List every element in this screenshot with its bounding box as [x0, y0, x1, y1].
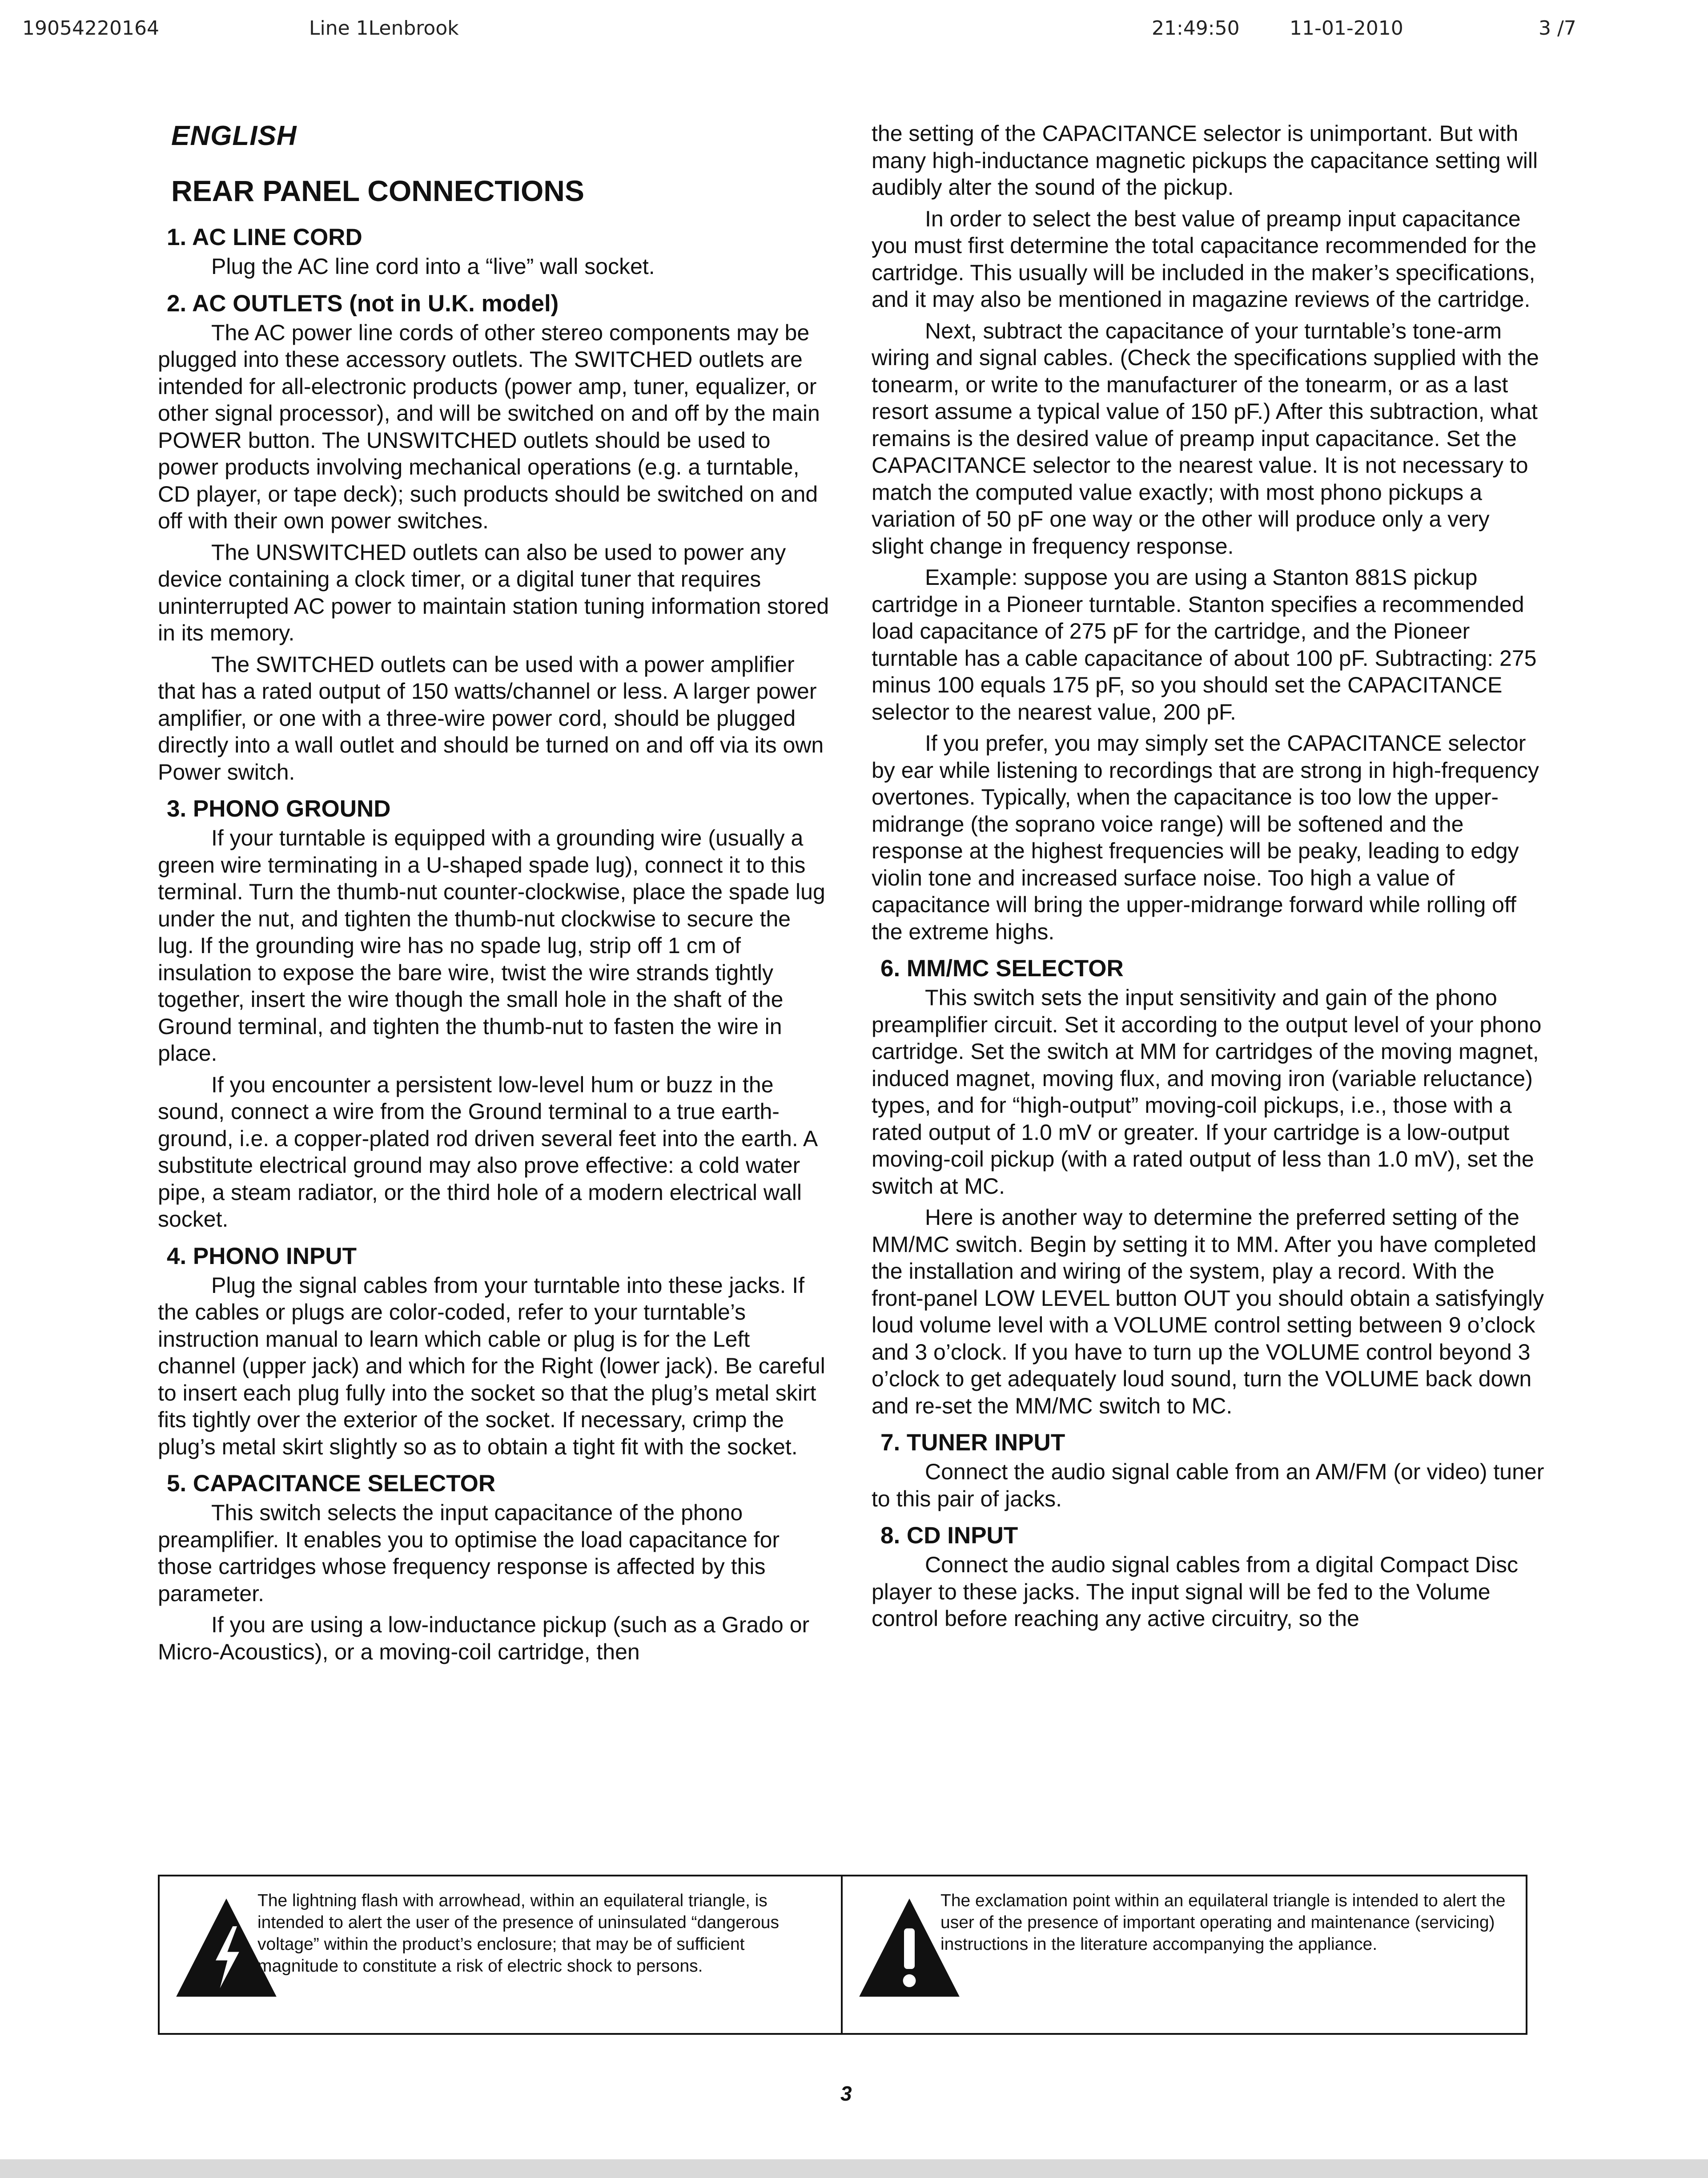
section-paragraph: Plug the AC line cord into a “live” wall socket. — [211, 254, 655, 279]
section-paragraph: the setting of the CAPACITANCE selector is unimportant. But with many high-inductance magnetic pickups the capacitance setting will audibly alter the sound of the pickup. — [872, 121, 1538, 200]
section-paragraph: The UNSWITCHED outlets can also be used to power any device containing a clock timer, or a digital tuner that requires uninterrupted AC power to maintain station tuning information stored in its memory. — [158, 539, 829, 645]
section-heading: 2. AC OUTLETS (not in U.K. model) — [167, 290, 559, 317]
fax-page: 3 /7 — [1539, 17, 1576, 40]
section-paragraph: Plug the signal cables from your turntable into these jacks. If the cables or plugs are color-coded, refer to your turntable’s instruction manual to learn which cable or plug is for the Left channel (upper jack) and which for the Right (lower jack). Be careful to insert each plug fully into the socket so that the plug’s metal skirt fits tightly over the exterior of the socket. If necessary, crimp the plug’s metal skirt slightly so as to obtain a tight fit with the socket. — [158, 1272, 825, 1459]
section-heading: 3. PHONO GROUND — [167, 796, 391, 822]
section-heading: 8. CD INPUT — [880, 1522, 1018, 1549]
fax-line: Line 1Lenbrook — [309, 17, 459, 40]
manual-page — [158, 120, 1545, 1779]
section-heading: 1. AC LINE CORD — [167, 224, 362, 250]
fax-date: 11-01-2010 — [1290, 17, 1403, 40]
right-column — [872, 120, 1545, 1637]
section-paragraph: Connect the audio signal cable from an AM/FM (or video) tuner to this pair of jacks. — [872, 1459, 1544, 1511]
section-heading: 7. TUNER INPUT — [880, 1429, 1065, 1456]
exclamation-warning — [843, 1876, 1526, 2033]
left-sections — [158, 224, 832, 1665]
section-paragraph: If you encounter a persistent low-level hum or buzz in the sound, connect a wire from the Ground terminal to a true earth-ground, i.e. a copper-plated rod driven several feet into the earth. A substitute electrical ground may also prove effective: a cold water pipe, a steam radiator, or the third hole of a modern electrical wall socket. — [158, 1072, 817, 1232]
section-heading: 5. CAPACITANCE SELECTOR — [167, 1470, 496, 1497]
section-paragraph: If you are using a low-inductance pickup (such as a Grado or Micro-Acoustics), or a moving-coil cartridge, then — [158, 1612, 810, 1664]
section-paragraph: Next, subtract the capacitance of your turntable’s tone-arm wiring and signal cables. (Check the specifications supplied with the tonearm, or write to the manufacturer of the tonearm, or as a last resort assume a typical value of 150 pF.) After this subtraction, what remains is the desired value of preamp input capacitance. Set the CAPACITANCE selector to the nearest value. It is not necessary to match the computed value exactly; with most phono pickups a variation of 50 pF one way or the other will produce only a very slight change in frequency response. — [872, 318, 1539, 559]
section-paragraph: Here is another way to determine the preferred setting of the MM/MC switch. Begin by setting it to MM. After you have completed the installation and wiring of the system, play a record. With the front-panel LOW LEVEL button OUT you should obtain a satisfyingly loud volume level with a VOLUME control setting between 9 o’clock and 3 o’clock. If you have to turn up the VOLUME control beyond 3 o’clock to get adequately loud sound, turn the VOLUME back down and re-set the MM/MC switch to MC. — [872, 1205, 1544, 1418]
exclamation-warning-text: The exclamation point within an equilateral triangle is intended to alert the user of the presence of important operating and maintenance (servicing) instructions in the literature accompanying the appliance. — [940, 1891, 1506, 1954]
fax-time: 21:49:50 — [1152, 17, 1240, 40]
fax-header — [0, 17, 1708, 52]
section-paragraph: The SWITCHED outlets can be used with a power amplifier that has a rated output of 150 watts/channel or less. A larger power amplifier, or one with a three-wire power cord, should be plugged directly into a wall outlet and should be turned on and off via its own Power switch. — [158, 652, 824, 785]
lightning-warning-text: The lightning flash with arrowhead, within an equilateral triangle, is intended to alert the user of the presence of uninsulated “dangerous voltage” within the product’s enclosure; that may be of sufficient magnitude to constitute a risk of electric shock to persons. — [257, 1891, 779, 1976]
section-heading: 6. MM/MC SELECTOR — [880, 955, 1124, 982]
language-label: ENGLISH — [171, 121, 297, 151]
section-heading: 4. PHONO INPUT — [167, 1243, 357, 1269]
left-column — [158, 120, 832, 1670]
section-paragraph: If your turntable is equipped with a grounding wire (usually a green wire terminating in a U-shaped spade lug), connect it to this terminal. Turn the thumb-nut counter-clockwise, place the spade lug under the nut, and tighten the thumb-nut clockwise to secure the lug. If the grounding wire has no spade lug, strip off 1 cm of insulation to expose the bare wire, twist the wire strands tightly together, insert the wire though the small hole in the shaft of the Ground terminal, and tighten the thumb-nut to fasten the wire in place. — [158, 825, 825, 1066]
safety-warning-box — [158, 1875, 1527, 2035]
section-paragraph: The AC power line cords of other stereo components may be plugged into these accessory outlets. The SWITCHED outlets are intended for all-electronic products (power amp, tuner, equalizer, or other signal processor), and will be switched on and off by the main POWER button. The UNSWITCHED outlets should be used to power products involving mechanical operations (e.g. a turntable, CD player, or tape deck); such products should be switched on and off with their own power switches. — [158, 320, 820, 533]
scan-bottom-strip — [0, 2159, 1708, 2178]
section-paragraph: This switch selects the input capacitance of the phono preamplifier. It enables you to optimise the load capacitance for those cartridges whose frequency response is affected by this parameter. — [158, 1500, 780, 1606]
section-paragraph: If you prefer, you may simply set the CAPACITANCE selector by ear while listening to recordings that are strong in high-frequency overtones. Typically, when the capacitance is too low the upper-midrange (the soprano voice range) will be softened and the response at the highest frequencies will be peaky, leading to edgy violin tone and increased surface noise. Too high a value of capacitance will bring the upper-midrange forward while rolling off the extreme highs. — [872, 731, 1539, 944]
section-paragraph: Example: suppose you are using a Stanton 881S pickup cartridge in a Pioneer turntable. Stanton specifies a recommended load capacitance of 275 pF for the cartridge, and the Pioneer turntable has a cable capacitance of about 100 pF. Subtracting: 275 minus 100 equals 175 pF, so you should set the CAPACITANCE selector to the nearest value, 200 pF. — [872, 565, 1537, 725]
right-sections — [872, 120, 1545, 1632]
section-paragraph: Connect the audio signal cables from a digital Compact Disc player to these jacks. The input signal will be fed to the Volume control before reaching any active circuitry, so the — [872, 1552, 1519, 1631]
section-paragraph: In order to select the best value of preamp input capacitance you must first determine the total capacitance recommended for the cartridge. This usually will be included in the maker’s specifications, and it may also be mentioned in magazine reviews of the cartridge. — [872, 206, 1537, 312]
section-paragraph: This switch sets the input sensitivity and gain of the phono preamplifier circuit. Set it according to the output level of your phono cartridge. Set the switch at MM for cartridges of the moving magnet, induced magnet, moving flux, and moving iron (variable reluctance) types, and for “high-output” moving-coil pickups, i.e., those with a rated output of 1.0 mV or greater. If your cartridge is a low-output moving-coil pickup (with a rated output of less than 1.0 mV), set the switch at MC. — [872, 985, 1542, 1199]
fax-number: 19054220164 — [22, 17, 159, 40]
page-title: REAR PANEL CONNECTIONS — [171, 174, 584, 207]
page-number: 3 — [840, 2082, 852, 2105]
lightning-warning — [160, 1876, 843, 2033]
